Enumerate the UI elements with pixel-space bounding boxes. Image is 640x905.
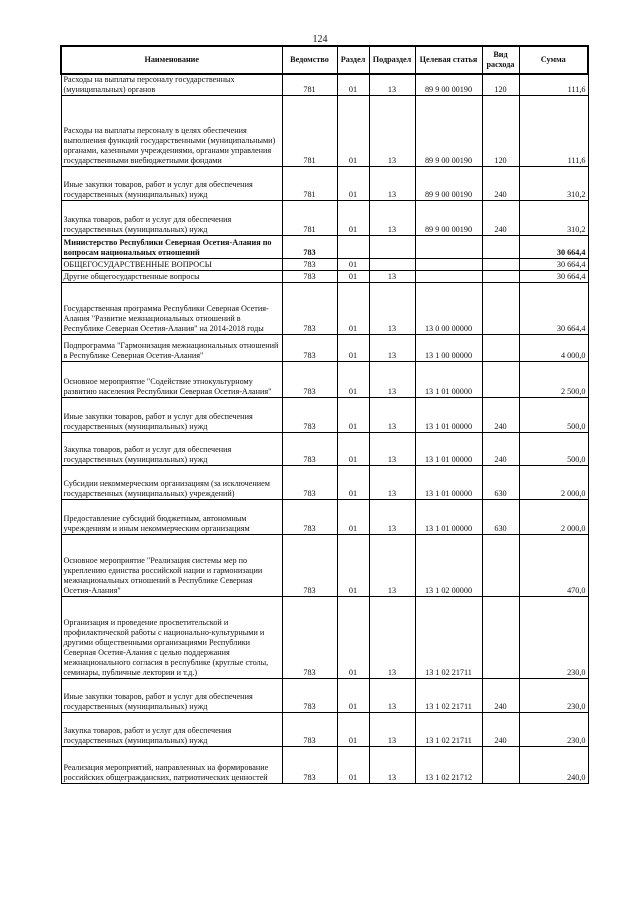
cell-name: Субсидии некоммерческим организациям (за исключением государственных (муниципальных) учреждений) [61, 466, 282, 500]
cell-vid: 240 [482, 679, 519, 713]
cell-summa: 30 664,4 [519, 271, 588, 283]
cell-podrazdel: 13 [369, 679, 415, 713]
cell-name: Закупка товаров, работ и услуг для обеспечения государственных (муниципальных) нужд [61, 713, 282, 747]
cell-celevaya [415, 271, 482, 283]
cell-vedomstvo: 781 [282, 74, 337, 96]
cell-razdel: 01 [337, 398, 369, 433]
cell-razdel: 01 [337, 713, 369, 747]
table-row [61, 500, 588, 535]
cell-razdel [337, 236, 369, 259]
cell-summa: 470,0 [519, 535, 588, 597]
table-row [61, 362, 588, 398]
cell-celevaya: 89 9 00 00190 [415, 201, 482, 236]
cell-summa: 310,2 [519, 201, 588, 236]
cell-razdel: 01 [337, 466, 369, 500]
cell-name: Расходы на выплаты персоналу в целях обеспечения выполнения функций государственными (муниципальными) органами, казенными учреждениями, органами управления государственными внебюджетными фондами [61, 96, 282, 167]
cell-razdel: 01 [337, 167, 369, 201]
cell-name: Основное мероприятие "Содействие этнокультурному развитию населения Республики Северная Осетия-Алания" [61, 362, 282, 398]
cell-vedomstvo: 783 [282, 283, 337, 335]
cell-vedomstvo: 783 [282, 433, 337, 466]
cell-vedomstvo: 783 [282, 335, 337, 362]
cell-razdel: 01 [337, 283, 369, 335]
table-row [61, 398, 588, 433]
cell-vid [482, 535, 519, 597]
cell-vid [482, 362, 519, 398]
cell-celevaya: 13 1 01 00000 [415, 500, 482, 535]
cell-vedomstvo: 783 [282, 236, 337, 259]
cell-podrazdel: 13 [369, 500, 415, 535]
cell-vid: 240 [482, 713, 519, 747]
cell-razdel: 01 [337, 259, 369, 271]
cell-vedomstvo: 783 [282, 271, 337, 283]
table-row [61, 535, 588, 597]
table-row [61, 433, 588, 466]
cell-celevaya [415, 236, 482, 259]
cell-summa: 230,0 [519, 713, 588, 747]
cell-razdel: 01 [337, 271, 369, 283]
cell-summa: 2 000,0 [519, 466, 588, 500]
cell-celevaya: 13 1 01 00000 [415, 362, 482, 398]
cell-podrazdel: 13 [369, 74, 415, 96]
cell-vedomstvo: 783 [282, 398, 337, 433]
cell-podrazdel [369, 259, 415, 271]
cell-podrazdel: 13 [369, 713, 415, 747]
cell-razdel: 01 [337, 433, 369, 466]
cell-name: Иные закупки товаров, работ и услуг для обеспечения государственных (муниципальных) нужд [61, 167, 282, 201]
cell-vid [482, 747, 519, 784]
header-celevaya: Целевая статья [415, 46, 482, 74]
table-row [61, 713, 588, 747]
cell-summa: 111,6 [519, 96, 588, 167]
cell-name: Закупка товаров, работ и услуг для обеспечения государственных (муниципальных) нужд [61, 433, 282, 466]
header-name: Наименование [61, 46, 282, 74]
table-row [61, 271, 588, 283]
cell-razdel: 01 [337, 335, 369, 362]
cell-podrazdel: 13 [369, 597, 415, 679]
page-number: 124 [312, 34, 328, 45]
cell-vedomstvo: 783 [282, 679, 337, 713]
budget-table [60, 45, 589, 784]
cell-vid [482, 259, 519, 271]
cell-razdel: 01 [337, 597, 369, 679]
cell-name: Закупка товаров, работ и услуг для обеспечения государственных (муниципальных) нужд [61, 201, 282, 236]
cell-name: Другие общегосударственные вопросы [61, 271, 282, 283]
cell-celevaya: 89 9 00 00190 [415, 96, 482, 167]
table-row [61, 201, 588, 236]
cell-vid [482, 335, 519, 362]
cell-summa: 2 000,0 [519, 500, 588, 535]
cell-summa: 30 664,4 [519, 259, 588, 271]
cell-vedomstvo: 783 [282, 466, 337, 500]
cell-vid: 240 [482, 167, 519, 201]
cell-summa: 310,2 [519, 167, 588, 201]
cell-summa: 30 664,4 [519, 283, 588, 335]
cell-vid [482, 271, 519, 283]
cell-vid: 630 [482, 500, 519, 535]
cell-vid: 240 [482, 201, 519, 236]
cell-podrazdel: 13 [369, 201, 415, 236]
cell-vid: 630 [482, 466, 519, 500]
cell-celevaya: 13 1 01 00000 [415, 433, 482, 466]
cell-podrazdel: 13 [369, 335, 415, 362]
cell-razdel: 01 [337, 747, 369, 784]
table-row [61, 167, 588, 201]
cell-vedomstvo: 781 [282, 201, 337, 236]
header-podrazdel: Подраздел [369, 46, 415, 74]
cell-podrazdel: 13 [369, 96, 415, 167]
cell-podrazdel: 13 [369, 747, 415, 784]
cell-celevaya: 13 1 01 00000 [415, 398, 482, 433]
cell-vid: 240 [482, 398, 519, 433]
header-razdel: Раздел [337, 46, 369, 74]
cell-name: ОБЩЕГОСУДАРСТВЕННЫЕ ВОПРОСЫ [61, 259, 282, 271]
cell-name: Реализация мероприятий, направленных на формирование российских общегражданских, патриотических ценностей [61, 747, 282, 784]
cell-summa: 111,6 [519, 74, 588, 96]
cell-summa: 500,0 [519, 433, 588, 466]
cell-vedomstvo: 783 [282, 535, 337, 597]
cell-vid [482, 597, 519, 679]
cell-vid: 120 [482, 96, 519, 167]
cell-podrazdel: 13 [369, 466, 415, 500]
cell-celevaya: 89 9 00 00190 [415, 74, 482, 96]
cell-celevaya: 13 1 01 00000 [415, 466, 482, 500]
table-row [61, 236, 588, 259]
cell-vedomstvo: 783 [282, 597, 337, 679]
table-row [61, 283, 588, 335]
table-row [61, 335, 588, 362]
cell-name: Иные закупки товаров, работ и услуг для обеспечения государственных (муниципальных) нужд [61, 679, 282, 713]
cell-name: Министерство Республики Северная Осетия-Алания по вопросам национальных отношений [61, 236, 282, 259]
cell-celevaya [415, 259, 482, 271]
table-row [61, 597, 588, 679]
header-summa: Сумма [519, 46, 588, 74]
header-vid: Вид расхода [482, 46, 519, 74]
cell-podrazdel [369, 236, 415, 259]
cell-celevaya: 13 1 02 21711 [415, 597, 482, 679]
cell-summa: 230,0 [519, 679, 588, 713]
cell-razdel: 01 [337, 679, 369, 713]
cell-vedomstvo: 783 [282, 259, 337, 271]
cell-celevaya: 13 1 02 00000 [415, 535, 482, 597]
cell-celevaya: 13 0 00 00000 [415, 283, 482, 335]
cell-name: Государственная программа Республики Северная Осетия-Алания "Развитие межнациональных отношений в Республике Северная Осетия-Алания" на 2014-2018 годы [61, 283, 282, 335]
cell-name: Расходы на выплаты персоналу государственных (муниципальных) органов [61, 74, 282, 96]
cell-podrazdel: 13 [369, 535, 415, 597]
cell-vid [482, 236, 519, 259]
cell-vedomstvo: 783 [282, 362, 337, 398]
table-row [61, 466, 588, 500]
cell-vedomstvo: 783 [282, 500, 337, 535]
cell-name: Основное мероприятие "Реализация системы мер по укреплению единства российской нации и гармонизации межнациональных отношений в Республике Северная Осетия-Алания" [61, 535, 282, 597]
cell-vedomstvo: 781 [282, 167, 337, 201]
cell-name: Организация и проведение просветительской и профилактической работы с национально-культурными и другими общественными организациями Республики Северная Осетия-Алания с целью поддержания межнационального согласия в республике (круглые столы, семинары, публичные лектории и т.д.) [61, 597, 282, 679]
cell-name: Иные закупки товаров, работ и услуг для обеспечения государственных (муниципальных) нужд [61, 398, 282, 433]
cell-razdel: 01 [337, 362, 369, 398]
cell-vid [482, 283, 519, 335]
cell-razdel: 01 [337, 500, 369, 535]
cell-razdel: 01 [337, 74, 369, 96]
cell-name: Предоставление субсидий бюджетным, автономным учреждениям и иным некоммерческим организациям [61, 500, 282, 535]
table-row [61, 679, 588, 713]
cell-podrazdel: 13 [369, 167, 415, 201]
cell-podrazdel: 13 [369, 362, 415, 398]
table-row [61, 747, 588, 784]
cell-razdel: 01 [337, 96, 369, 167]
cell-summa: 2 500,0 [519, 362, 588, 398]
cell-podrazdel: 13 [369, 398, 415, 433]
table-header-row [61, 46, 588, 74]
cell-celevaya: 13 1 02 21711 [415, 679, 482, 713]
table-row [61, 74, 588, 96]
table-row [61, 259, 588, 271]
cell-summa: 230,0 [519, 597, 588, 679]
cell-razdel: 01 [337, 201, 369, 236]
cell-summa: 30 664,4 [519, 236, 588, 259]
cell-celevaya: 13 1 02 21711 [415, 713, 482, 747]
cell-vid: 120 [482, 74, 519, 96]
cell-vedomstvo: 781 [282, 96, 337, 167]
table-row [61, 96, 588, 167]
header-vedomstvo: Ведомство [282, 46, 337, 74]
cell-podrazdel: 13 [369, 283, 415, 335]
cell-celevaya: 89 9 00 00190 [415, 167, 482, 201]
cell-name: Подпрограмма "Гармонизация межнациональных отношений в Республике Северная Осетия-Алания" [61, 335, 282, 362]
cell-celevaya: 13 1 02 21712 [415, 747, 482, 784]
cell-summa: 4 000,0 [519, 335, 588, 362]
cell-podrazdel: 13 [369, 433, 415, 466]
cell-podrazdel: 13 [369, 271, 415, 283]
cell-razdel: 01 [337, 535, 369, 597]
cell-summa: 500,0 [519, 398, 588, 433]
cell-vid: 240 [482, 433, 519, 466]
cell-vedomstvo: 783 [282, 747, 337, 784]
cell-vedomstvo: 783 [282, 713, 337, 747]
cell-celevaya: 13 1 00 00000 [415, 335, 482, 362]
cell-summa: 240,0 [519, 747, 588, 784]
